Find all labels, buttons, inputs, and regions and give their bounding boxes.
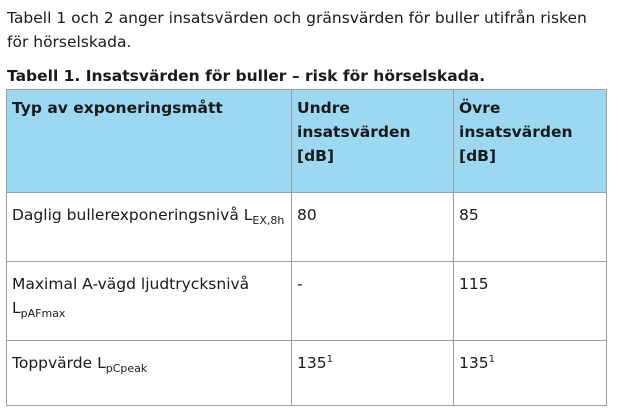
upper-value-cell: 85 [454,193,607,262]
lower-value-cell: - [292,262,454,341]
table-row [7,193,607,262]
upper-value-cell: 115 [454,262,607,341]
table-header-row [7,90,607,193]
measure-cell: Daglig bullerexponeringsnivå $L_{EX,8h}$ [7,193,292,262]
intro-paragraph: Tabell 1 och 2 anger insatsvärden och gränsvärden för buller utifrån risken för hörselskada. [7,9,587,51]
measure-cell: Maximal A-vägd ljudtrycksnivå $L_{pAFmax}$ [7,262,292,341]
footnote-marker[interactable]: 1 [488,354,495,365]
lower-value-cell: 80 [292,193,454,262]
header-upper-action-values: Övre insatsvärden [dB] [454,90,607,193]
upper-value-cell: $135^1$ [454,341,607,406]
footnote-marker[interactable]: 1 [326,354,333,365]
lower-value-cell: $135^1$ [292,341,454,406]
noise-action-values-table [6,89,607,406]
table-row [7,262,607,341]
measure-cell: Toppvärde $L_{pCpeak}$ [7,341,292,406]
header-measure-type: Typ av exponeringsmått [7,90,292,193]
table-row [7,341,607,406]
table-caption: Tabell 1. Insatsvärden för buller – risk för hörselskada. [7,67,486,85]
header-lower-action-values: Undre insatsvärden [dB] [292,90,454,193]
